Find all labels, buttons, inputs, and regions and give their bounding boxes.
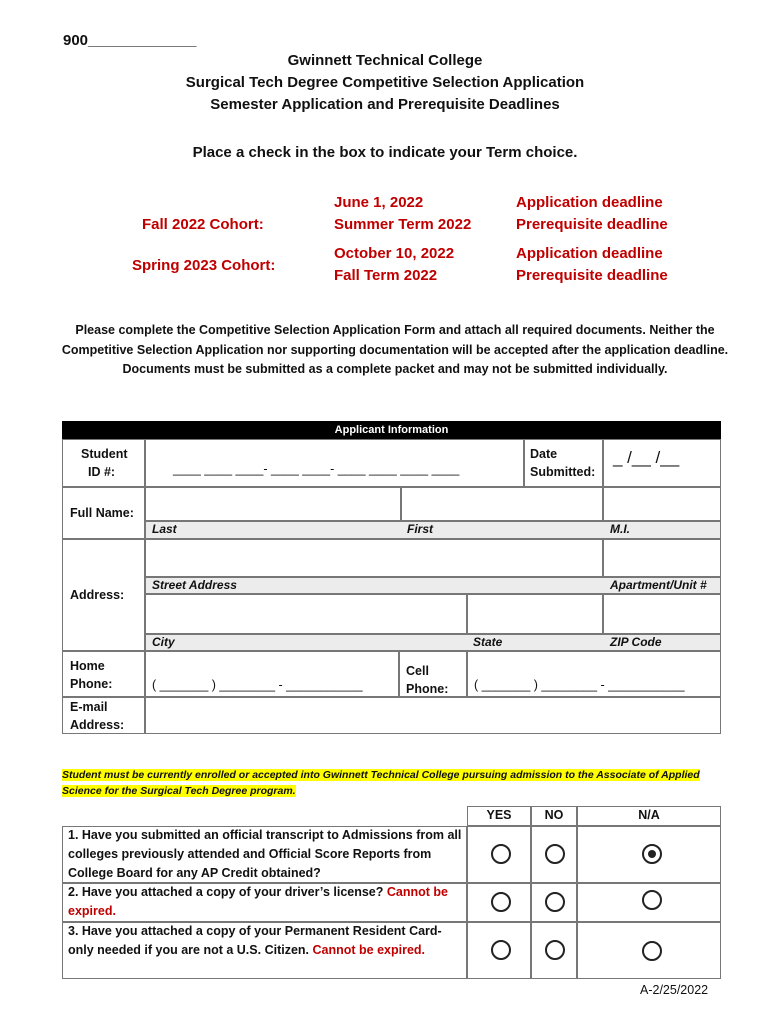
col-no-header: NO [544, 808, 564, 822]
student-id-blank: ____ ____ ____- ____ ____- ____ ____ ____ ____ [173, 462, 460, 476]
form-subtitle: Semester Application and Prerequisite Deadlines [210, 96, 560, 113]
question-2 [68, 883, 463, 921]
home-phone-label-2: Phone: [70, 677, 113, 691]
city-sublabel: City [152, 635, 175, 649]
first-sublabel: First [407, 522, 434, 536]
q1-no-radio[interactable] [545, 844, 565, 864]
form-title: Surgical Tech Degree Competitive Selection Application [185, 74, 585, 91]
cohort-fall-term: Summer Term 2022 [334, 216, 472, 233]
cohort-spring-date: October 10, 2022 [334, 245, 455, 262]
question-2-warning: Cannot be expired. [68, 885, 448, 918]
eligibility-note [62, 767, 728, 799]
cohort-spring-label: Spring 2023 Cohort: [132, 257, 276, 274]
question-2-text: 2. Have you attached a copy of your driver’s license? [68, 885, 384, 899]
q1-yes-radio[interactable] [491, 844, 511, 864]
cohort-fall-deadline1: Application deadline [516, 194, 663, 211]
q2-na-radio[interactable] [642, 890, 662, 910]
term-instruction: Place a check in the box to indicate your Term choice. [192, 144, 578, 161]
last-name-field[interactable] [145, 487, 401, 521]
question-3-text: 3. Have you attached a copy of your Permanent Resident Card-only needed if you are not a U.S. Citizen. [68, 924, 442, 957]
email-field[interactable] [145, 697, 721, 734]
student-id-label-2: ID #: [88, 465, 116, 479]
student-id-label-1: Student [81, 447, 128, 461]
question-3 [68, 922, 463, 960]
cell-phone-label-1: Cell [406, 664, 429, 678]
last-sublabel: Last [152, 522, 177, 536]
form-version-footer: A-2/25/2022 [640, 983, 709, 997]
eligibility-note-text: Student must be currently enrolled or accepted into Gwinnett Technical College pursuing admission to the Associate of Applied Science for the Surgical Tech Degree program. [62, 769, 700, 797]
home-phone-label-1: Home [70, 659, 105, 673]
q2-yes-radio[interactable] [491, 892, 511, 912]
street-sublabel: Street Address [152, 578, 237, 592]
question-3-warning: Cannot be expired. [312, 943, 426, 957]
instructions-paragraph: Please complete the Competitive Selection Application Form and attach all required documents. Neither the Competitive Selection Application nor supporting documentation will be accepted after the application deadline. Documents must be submitted as a complete packet and may not be submitted individually. [61, 323, 729, 376]
date-blank: _ /__ /__ [613, 448, 680, 467]
q1-na-radio[interactable] [642, 844, 662, 864]
state-field[interactable] [467, 594, 603, 634]
cohort-fall-label: Fall 2022 Cohort: [142, 216, 264, 233]
state-sublabel: State [473, 635, 503, 649]
apt-sublabel: Apartment/Unit # [610, 578, 707, 592]
q3-na-radio[interactable] [642, 941, 662, 961]
college-name: Gwinnett Technical College [287, 52, 483, 69]
cohort-fall-deadline2: Prerequisite deadline [516, 216, 668, 233]
applicant-info-header: Applicant Information [62, 421, 721, 439]
cohort-spring-deadline1: Application deadline [516, 245, 663, 262]
zip-field[interactable] [603, 594, 721, 634]
cohort-spring-deadline2: Prerequisite deadline [516, 267, 668, 284]
q3-yes-radio[interactable] [491, 940, 511, 960]
full-name-label: Full Name: [70, 506, 134, 520]
question-1-text: 1. Have you submitted an official transcript to Admissions from all colleges previously attended and Official Score Reports from College Board for any AP Credit obtained? [68, 828, 462, 880]
street-address-field[interactable] [145, 539, 603, 577]
first-name-field[interactable] [401, 487, 603, 521]
q2-no-radio[interactable] [545, 892, 565, 912]
mi-sublabel: M.I. [610, 522, 630, 536]
q3-no-radio[interactable] [545, 940, 565, 960]
zip-sublabel: ZIP Code [610, 635, 662, 649]
cohort-fall-date: June 1, 2022 [334, 194, 424, 211]
col-na-header: N/A [638, 808, 660, 822]
email-label-1: E-mail [70, 700, 108, 714]
email-label-2: Address: [70, 718, 125, 732]
cohort-spring-term: Fall Term 2022 [334, 267, 438, 284]
date-label-1: Date [530, 447, 558, 461]
address-label: Address: [70, 588, 125, 602]
id-number-line: 900_____________ [63, 32, 197, 49]
cell-phone-blank: ( _______ ) ________ - ___________ [474, 678, 685, 692]
date-label-2: Submitted: [530, 465, 596, 479]
mi-field[interactable] [603, 487, 721, 521]
col-yes-header: YES [486, 808, 512, 822]
home-phone-blank: ( _______ ) ________ - ___________ [152, 678, 363, 692]
cell-phone-label-2: Phone: [406, 682, 449, 696]
city-field[interactable] [145, 594, 467, 634]
apartment-field[interactable] [603, 539, 721, 577]
